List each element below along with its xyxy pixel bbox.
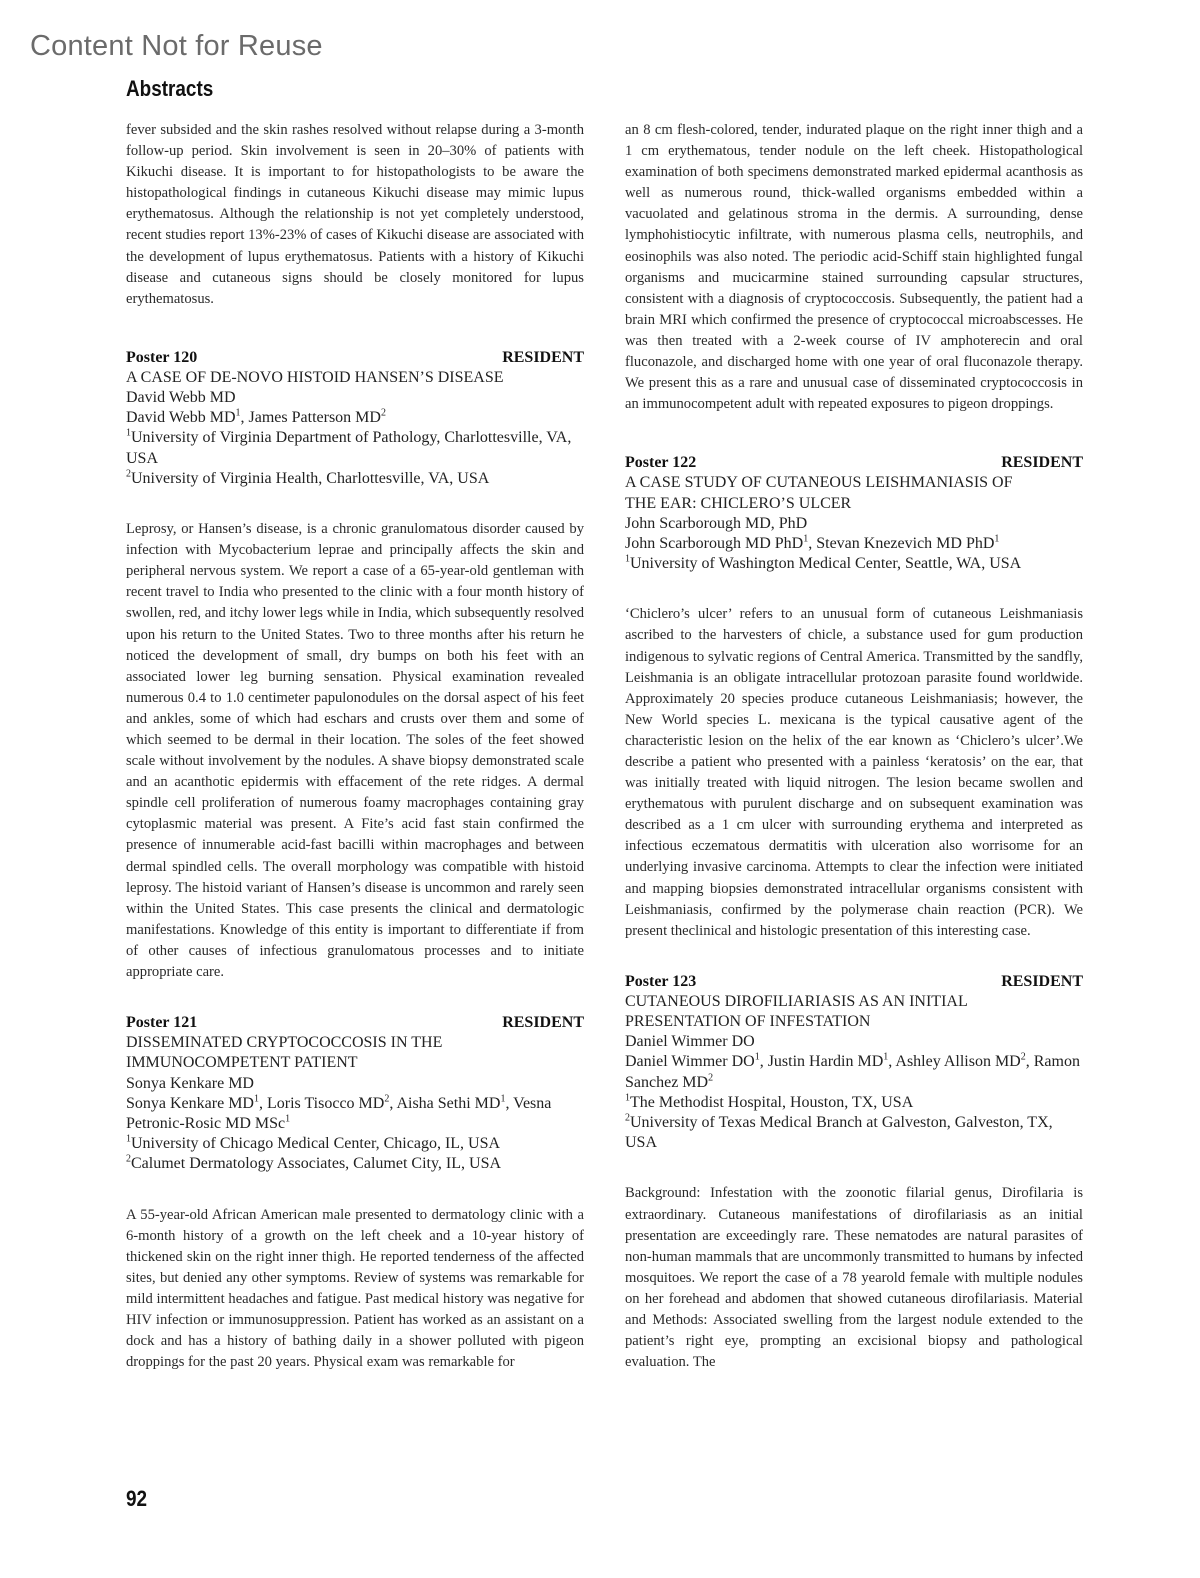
author-list: John Scarborough MD PhD$^1$, Stevan Knezevich MD PhD$^1$ [625,533,1000,552]
section-title: Abstracts [126,76,214,101]
poster-121 [126,1013,584,1373]
poster-label: Poster 122 [625,454,697,472]
affiliation: $^1$University of Chicago Medical Center, Chicago, IL, USA [126,1133,501,1153]
author-list: David Webb $MD^1$, James Patterson $MD^2$ [126,407,386,427]
author-affiliation-marker: 2 [384,1093,390,1105]
author-affiliation-marker: 1 [754,1052,760,1064]
author-affiliation-marker: 1 [500,1093,506,1105]
author-name: Aisha Sethi MD [396,1094,501,1112]
resident-tag: RESIDENT [1001,454,1083,472]
author-affiliation-marker: 2 [380,407,386,419]
resident-tag: RESIDENT [502,348,584,366]
affiliation: $^1$University of Virginia Department of Pathology, Charlottesville, VA, USA [126,428,572,467]
author-name: James Patterson MD [248,409,381,427]
author-affiliation-marker: 1 [803,533,809,545]
poster-label: Poster 120 [126,348,198,366]
abstract-body: Background: Infestation with the zoonotic filarial genus, Dirofilaria is extraordinary. Cutaneous manifestations of dirofilariasis as an initial presentation are exceedingly rare. These nematodes are natural parasites of non-human mammals that are uncommonly transmitted to humans by infected mosquitoes. We report the case of a 78 yearold female with multiple nodules on her forehead and abdomen that showed cutaneous dirofilariasis. Material and Methods: Associated swelling from the largest nodule extended to the patient’s right eye, prompting an excisional biopsy and pathological evaluation. The [625,1185,1083,1371]
poster-title-line: CUTANEOUS DIROFILIARIASIS AS AN INITIAL [625,992,968,1010]
poster-label: Poster 123 [625,972,697,990]
author-affiliation-marker: 1 [285,1113,291,1125]
resident-tag: RESIDENT [502,1014,584,1032]
author-list: Sonya Kenkare $MD^1$, Loris Tisocco $MD^2$, Aisha Sethi $MD^1$, Vesna Petronic-Rosic MD MSc$^1$ [126,1093,552,1132]
abstract-body: ‘Chiclero’s ulcer’ refers to an unusual form of cutaneous Leishmaniasis ascribed to the harvesters of chicle, a substance used for gum production indigenous to sylvatic regions of Central America. Transmitted by the sandfly, Leishmania is an obligate intracellular protozoan parasite found worldwide. Approximately 20 species produce cutaneous Leishmaniasis; however, the New World species L. mexicana is the typical causative agent of the characteristic lesion on the helix of the ear known as ‘Chiclero’s ulcer’.We describe a patient who presented with a painless ‘keratosis’ on the ear, that was initially treated with liquid nitrogen. The lesion became swollen and erythematous with purulent discharge and on subsequent examination was described as a 1 cm ulcer with surrounding erythema and interpreted as infectious eczematous dermatitis with ulceration also worrisome for an underlying invasive carcinoma. Attempts to clear the infection were initiated and mapping biopsies demonstrated intracellular organisms consistent with Leishmaniasis, confirmed by the polymerase chain reaction (PCR). We present theclinical and histologic presentation of this interesting case. [625,606,1083,939]
presenter: David Webb MD [126,389,236,407]
author-affiliation-marker: 1 [235,407,241,419]
poster-122 [625,453,1083,942]
poster-title: A CASE OF DE-NOVO HISTOID HANSEN’S DISEASE [126,368,504,386]
author-name: Loris Tisocco MD [266,1094,385,1112]
author-name: Daniel Wimmer DO [625,1053,755,1071]
author-affiliation-marker: 2 [708,1072,714,1084]
poster-label: Poster 121 [126,1014,198,1032]
author-affiliation-marker: 1 [253,1093,259,1105]
poster-title-line: THE EAR: CHICLERO’S ULCER [625,494,852,512]
author-list: Daniel Wimmer $DO^1$, Justin Hardin $MD^1$, Ashley Allison $MD^2$, Ramon Sanchez $MD^2$ [625,1052,1080,1091]
author-name: Justin Hardin MD [767,1053,884,1071]
author-name: Ashley Allison MD [895,1053,1021,1071]
affiliation: $^1$University of Washington Medical Center, Seattle, WA, USA [625,553,1022,573]
poster-123 [625,972,1083,1373]
poster-title-line: PRESENTATION OF INFESTATION [625,1013,871,1031]
abstract-body: Leprosy, or Hansen’s disease, is a chronic granulomatous disorder caused by infection with Mycobacterium leprae and principally affects the skin and peripheral nervous system. We report a case of a 65-year-old gentleman with recent travel to India who presented to the clinic with a four month history of swollen, red, and itchy lower legs while in India, which subsequently resolved upon his return to the United States. Two to three months after his return he noticed the development of small, dry bumps on both his feet with an associated lower leg burning sensation. Physical examination revealed numerous 0.4 to 1.0 centimeter papulonodules on the dorsal aspect of his feet and ankles, some of which had eschars and crusts over them and some of which seemed to be dermal in their location. The soles of the feet showed scale without involvement by the nodules. A shave biopsy demonstrated scale and an acanthotic epidermis with effacement of the rete ridges. A dermal spindle cell proliferation of numerous foamy macrophages containing gray cytoplasmic material was present. A Fite’s acid fast stain confirmed the presence of innumerable acid-fast bacilli within macrophages and between dermal spindled cells. The overall morphology was compatible with histoid leprosy. The histoid variant of Hansen’s disease is uncommon and rarely seen within the United States. This case presents the clinical and dermatologic manifestations. Knowledge of this entity is important to differentiate if from of other causes of infectious granulomatous processes and to initiate appropriate care. [126,521,584,981]
author-name: Sonya Kenkare MD [126,1094,254,1112]
presenter: Sonya Kenkare MD [126,1074,254,1092]
affiliation: $^2$University of Virginia Health, Charlottesville, VA, USA [126,468,490,487]
affiliation: $^2$Calumet Dermatology Associates, Calumet City, IL, USA [126,1154,502,1173]
presenter: Daniel Wimmer DO [625,1033,755,1051]
watermark: Content Not for Reuse [30,30,323,62]
page-number: 92 [126,1486,148,1511]
poster-title-line: DISSEMINATED CRYPTOCOCCOSIS IN THE [126,1034,443,1052]
author-affiliation-marker: 1 [883,1052,889,1064]
author-name: Vesna Petronic-Rosic MD MSc [126,1094,552,1132]
presenter: John Scarborough MD, PhD [625,514,808,532]
poster-120 [126,348,584,983]
intro-text: fever subsided and the skin rashes resolved without relapse during a 3-month follow-up period. Skin involvement is seen in 20–30% of patients with Kikuchi disease. It is important to for histopathologists to be aware the histopathological findings in cutaneous Kikuchi disease may mimic lupus erythematosus. Although the relationship is not yet completely understood, recent studies report 13%-23% of cases of Kikuchi disease are associated with the development of lupus erythematosus. Patients with a history of Kikuchi disease and cutaneous signs should be closely monitored for lupus erythematosus. [126,122,584,307]
left-column [126,120,584,1470]
resident-tag: RESIDENT [1001,972,1083,990]
author-affiliation-marker: 2 [1020,1052,1026,1064]
continued-text: an 8 cm flesh-colored, tender, indurated plaque on the right inner thigh and a 1 cm erythematous, tender nodule on the left cheek. Histopathological examination of both specimens demonstrated marked epidermal acanthosis as well as numerous round, thick-walled organisms embedded within a vacuolated and gelatinous stroma in the dermis. A surrounding, dense lymphohistiocytic infiltrate, with numerous plasma cells, neutrophils, and eosinophils was also noted. The periodic acid-Schiff stain highlighted fungal organisms and mucicarmine stained surrounding capsular structures, consistent with a diagnosis of cryptococcosis. Subsequently, the patient had a brain MRI which confirmed the presence of cryptococcal microabscesses. He was then treated with a 2-week course of IV amphoterecin and oral fluconazole, and discharged home with one year of oral fluconazole therapy. We present this as a rare and unusual case of disseminated cryptococcosis in an immunocompetent adult with repeated exposures to pigeon droppings. [625,122,1083,413]
author-name: Ramon Sanchez MD [625,1053,1080,1091]
right-column [625,120,1083,1470]
author-name: Stevan Knezevich MD PhD [816,534,995,552]
affiliation: $^2$University of Texas Medical Branch at Galveston, Galveston, TX, USA [625,1112,1053,1152]
affiliation: $^1$The Methodist Hospital, Houston, TX, USA [625,1092,914,1111]
abstract-body: A 55-year-old African American male presented to dermatology clinic with a 6-month history of a growth on the left cheek and a 10-year history of thickened skin on the right inner thigh. He reported tenderness of the affected sites, but denied any other symptoms. Review of systems was remarkable for mild intermittent headaches and fatigue. Past medical history was negative for HIV infection or immunosuppression. Patient has worked as an assistant on a dock and has a history of bathing daily in a shower polluted with pigeon droppings for the past 20 years. Physical exam was remarkable for [126,1206,584,1371]
author-name: John Scarborough MD PhD [625,534,804,552]
poster-title-line: A CASE STUDY OF CUTANEOUS LEISHMANIASIS OF [625,474,1013,492]
poster-title-line: IMMUNOCOMPETENT PATIENT [126,1054,358,1072]
author-name: David Webb MD [126,409,236,427]
author-affiliation-marker: 1 [994,533,1000,545]
